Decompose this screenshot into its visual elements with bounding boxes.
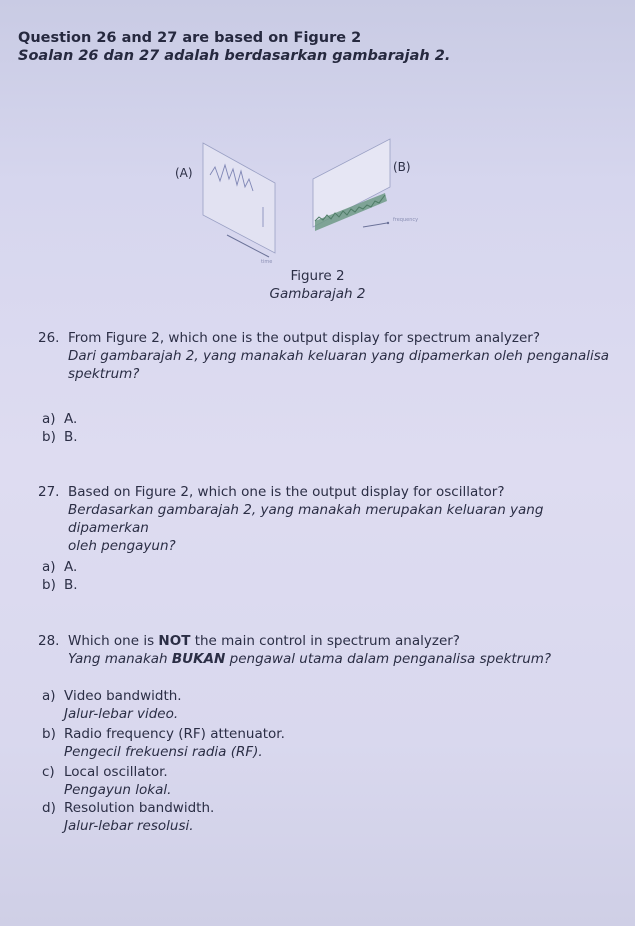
panel-a-graph xyxy=(203,143,275,257)
question-text-ms-line2: spektrum? xyxy=(68,366,140,382)
option-text: B. xyxy=(64,577,78,593)
q27-option-a[interactable] xyxy=(42,558,77,576)
question-text-en-before: Which one is xyxy=(68,633,159,649)
question-text-en-after: the main control in spectrum analyzer? xyxy=(190,633,460,649)
panel-a-axis-label: time xyxy=(261,259,273,265)
panel-b-axis-label: frequency xyxy=(393,217,419,223)
panel-b-graph xyxy=(313,139,390,231)
figure-2-drawing xyxy=(165,135,455,270)
option-text: B. xyxy=(64,429,78,445)
option-letter: b) xyxy=(42,429,56,445)
figure-label-a: (A) xyxy=(175,166,193,180)
option-text-en: Local oscillator. xyxy=(64,764,168,780)
option-text-ms: Pengecil frekuensi radia (RF). xyxy=(64,744,263,760)
question-text-en-emphasis: NOT xyxy=(158,633,191,649)
figure-caption-en: Figure 2 xyxy=(290,268,345,284)
option-letter: b) xyxy=(42,577,56,593)
option-text-ms: Pengayun lokal. xyxy=(64,782,172,798)
question-27 xyxy=(38,483,628,555)
option-text: A. xyxy=(64,411,78,427)
question-text-ms-line1: Berdasarkan gambarajah 2, yang manakah merupakan keluaran yang dipamerkan xyxy=(68,502,544,536)
question-28 xyxy=(38,632,628,668)
question-number: 27. xyxy=(38,484,60,500)
figure-caption-ms: Gambarajah 2 xyxy=(269,286,366,302)
question-text-en: Based on Figure 2, which one is the output display for oscillator? xyxy=(68,484,505,500)
q26-option-b[interactable] xyxy=(42,428,78,446)
figure-label-b: (B) xyxy=(393,160,411,174)
question-26 xyxy=(38,329,628,383)
q26-option-a[interactable] xyxy=(42,410,77,428)
option-letter: a) xyxy=(42,559,56,575)
question-number: 26. xyxy=(38,330,60,346)
question-number: 28. xyxy=(38,633,60,649)
q28-option-c[interactable] xyxy=(42,763,171,799)
option-text: A. xyxy=(64,559,78,575)
question-text-ms-before: Yang manakah xyxy=(68,651,172,667)
question-text-ms-line1: Dari gambarajah 2, yang manakah keluaran yang dipamerkan oleh penganalisa xyxy=(68,348,610,364)
option-letter: d) xyxy=(42,800,56,816)
q28-option-d[interactable] xyxy=(42,799,214,835)
question-text-ms-emphasis: BUKAN xyxy=(171,651,226,667)
option-letter: c) xyxy=(42,764,55,780)
option-text-ms: Jalur-lebar video. xyxy=(64,706,179,722)
figure-2 xyxy=(165,135,455,270)
q28-option-b[interactable] xyxy=(42,725,285,761)
option-text-en: Radio frequency (RF) attenuator. xyxy=(64,726,285,742)
header-title-ms: Soalan 26 dan 27 adalah berdasarkan gambarajah 2. xyxy=(18,48,451,64)
q28-option-a[interactable] xyxy=(42,687,182,723)
question-text-ms-line2: oleh pengayun? xyxy=(68,538,176,554)
option-letter: a) xyxy=(42,411,56,427)
header-title-en: Question 26 and 27 are based on Figure 2 xyxy=(18,30,362,46)
question-text-en: From Figure 2, which one is the output display for spectrum analyzer? xyxy=(68,330,540,346)
option-text-en: Resolution bandwidth. xyxy=(64,800,215,816)
option-letter: a) xyxy=(42,688,56,704)
question-text-ms-after: pengawal utama dalam penganalisa spektrum? xyxy=(225,651,552,667)
q27-option-b[interactable] xyxy=(42,576,78,594)
option-text-ms: Jalur-lebar resolusi. xyxy=(64,818,194,834)
option-letter: b) xyxy=(42,726,56,742)
option-text-en: Video bandwidth. xyxy=(64,688,182,704)
